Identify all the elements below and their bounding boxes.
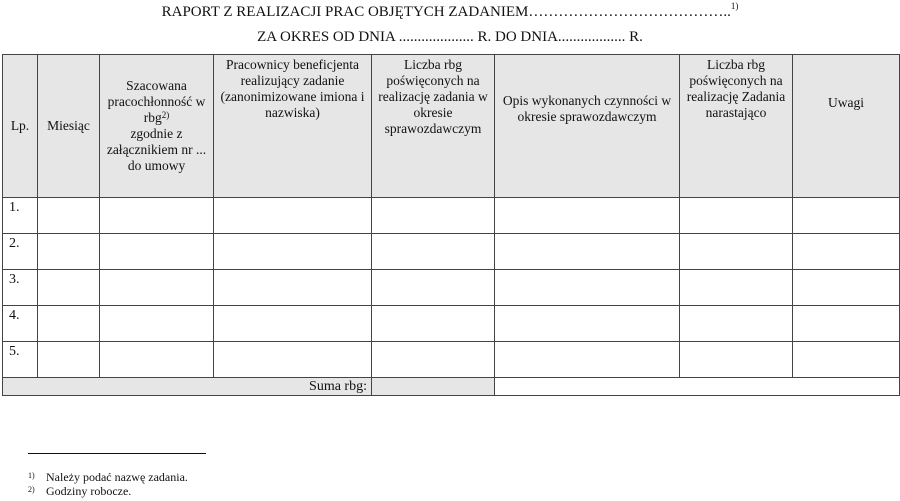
cell-liczba-okres[interactable] <box>372 234 495 270</box>
header-opis: Opis wykonanych czynności w okresie sprawozdawczym <box>495 55 680 198</box>
footnote-separator <box>28 453 206 454</box>
report-title-text: RAPORT Z REALIZACJI PRAC OBJĘTYCH ZADANIEM………………………………….. <box>161 4 731 20</box>
cell-uwagi[interactable] <box>793 270 900 306</box>
report-period: ZA OKRES OD DNIA .................... R. DO DNIA.................. R. <box>257 29 643 45</box>
footnote-text: Należy podać nazwę zadania. <box>46 470 188 484</box>
header-liczba-narastajaco: Liczba rbg poświęconych na realizację Zadania narastająco <box>680 55 793 198</box>
footnote-1 <box>28 470 188 485</box>
cell-liczba-narastajaco[interactable] <box>680 306 793 342</box>
row-lp: 1. <box>3 198 38 234</box>
report-title <box>0 1 900 21</box>
cell-szacowana[interactable] <box>100 198 214 234</box>
row-lp: 2. <box>3 234 38 270</box>
sum-value-cell[interactable] <box>372 378 495 396</box>
cell-opis[interactable] <box>495 306 680 342</box>
cell-liczba-narastajaco[interactable] <box>680 234 793 270</box>
table-row <box>3 270 900 306</box>
row-lp: 4. <box>3 306 38 342</box>
header-szacowana-text: Szacowana pracochłonność w rbg <box>107 78 206 125</box>
footnote-ref-2: 2) <box>161 110 170 120</box>
cell-opis[interactable] <box>495 270 680 306</box>
footnote-2 <box>28 484 131 499</box>
table-row <box>3 234 900 270</box>
cell-miesiac[interactable] <box>38 342 100 378</box>
cell-liczba-okres[interactable] <box>372 342 495 378</box>
cell-szacowana[interactable] <box>100 342 214 378</box>
cell-liczba-okres[interactable] <box>372 198 495 234</box>
footnote-mark: 2) <box>28 485 35 494</box>
cell-opis[interactable] <box>495 342 680 378</box>
header-pracownicy: Pracownicy beneficjenta realizujący zadanie (zanonimizowane imiona i nazwiska) <box>214 55 372 198</box>
cell-liczba-okres[interactable] <box>372 306 495 342</box>
cell-liczba-narastajaco[interactable] <box>680 342 793 378</box>
sum-row <box>3 378 900 396</box>
sum-label: Suma rbg: <box>3 378 372 396</box>
header-uwagi: Uwagi <box>793 55 900 198</box>
footnote-text: Godziny robocze. <box>46 484 132 498</box>
cell-uwagi[interactable] <box>793 342 900 378</box>
header-row <box>3 55 900 198</box>
header-lp: Lp. <box>3 55 38 198</box>
cell-uwagi[interactable] <box>793 306 900 342</box>
cell-miesiac[interactable] <box>38 270 100 306</box>
sum-blank-cell <box>495 378 900 396</box>
row-lp: 3. <box>3 270 38 306</box>
cell-opis[interactable] <box>495 234 680 270</box>
cell-liczba-narastajaco[interactable] <box>680 270 793 306</box>
header-szacowana-text-2: zgodnie z załącznikiem nr ... do umowy <box>106 126 207 173</box>
cell-uwagi[interactable] <box>793 198 900 234</box>
header-szacowana <box>100 55 214 198</box>
cell-miesiac[interactable] <box>38 198 100 234</box>
cell-uwagi[interactable] <box>793 234 900 270</box>
cell-liczba-okres[interactable] <box>372 270 495 306</box>
report-table <box>2 54 900 396</box>
cell-pracownicy[interactable] <box>214 342 372 378</box>
cell-miesiac[interactable] <box>38 234 100 270</box>
cell-pracownicy[interactable] <box>214 198 372 234</box>
cell-miesiac[interactable] <box>38 306 100 342</box>
cell-szacowana[interactable] <box>100 306 214 342</box>
header-liczba-okres: Liczba rbg poświęconych na realizację zadania w okresie sprawozdawczym <box>372 55 495 198</box>
cell-liczba-narastajaco[interactable] <box>680 198 793 234</box>
cell-szacowana[interactable] <box>100 234 214 270</box>
table-row <box>3 306 900 342</box>
cell-opis[interactable] <box>495 198 680 234</box>
cell-pracownicy[interactable] <box>214 270 372 306</box>
cell-pracownicy[interactable] <box>214 234 372 270</box>
header-miesiac: Miesiąc <box>38 55 100 198</box>
cell-szacowana[interactable] <box>100 270 214 306</box>
footnote-ref-1: 1) <box>730 1 739 11</box>
footnote-mark: 1) <box>28 471 35 480</box>
table-row <box>3 198 900 234</box>
row-lp: 5. <box>3 342 38 378</box>
table-row <box>3 342 900 378</box>
cell-pracownicy[interactable] <box>214 306 372 342</box>
